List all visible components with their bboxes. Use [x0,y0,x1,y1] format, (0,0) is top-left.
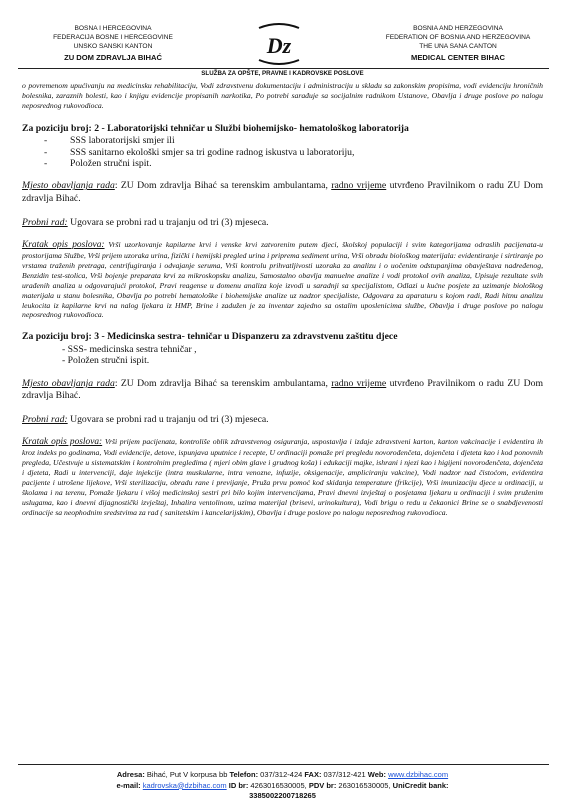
phone-label: Telefon: [229,770,259,779]
intro-paragraph: o povremenom upućivanju na medicinsku rehabilitaciju, Vodi zdravstvenu dokumentaciju i administraciju u skladu sa zakonskim propisima, vodi evidenciju hroničnih bolesnika, zaraznih bolesti, kao i knjigu evidencije propisanih narkotika, Po potrebi sarađuje sa socijalnim radnikom Ustanove, Obavlja i druge poslove po nalogu neposrednog rukovodioca. [22,81,543,110]
id-label: ID br: [226,780,249,790]
vat-label: PDV br: [308,780,337,790]
header-right-line: THE UNA SANA CANTON [419,43,497,50]
header-divider [18,68,549,69]
workplace-label: Mjesto obavljanja rada [22,377,115,389]
bank-label: UniCredit bank: [392,780,449,790]
position-3-trial [22,414,543,427]
requirement-item: - Položen stručni ispit. [62,355,150,367]
trial-label: Probni rad: [22,413,68,425]
email-label: e-mail: [116,780,141,790]
requirement-item: - SSS sanitarno ekološki smjer sa tri godine radnog iskustva u laboratoriju, [22,147,543,158]
workplace-text: : ZU Dom zdravlja Bihać sa terenskim ambulantama, [114,180,332,192]
institution-logo [255,22,303,66]
position-2-description [22,240,543,320]
description-text: Vrši uzorkovanje kapilarne krvi i venske krvi zatvorenim putem djeci, školskoj populaciji i svim kategorijama odraslih pacijenata-u prostorijama Službe, Vrši prijem uzoraka urina, fizički i hemijski pregled urina i priprema sediment urina, Vrši obradu biološkog materijala: evidentiranje i sirtiranje po vrstama traženih pretraga, centrifugiranja i odvajanje seruma, Vrši kontrolu prihvatljivosti uzoraka za analizu i o uočenim odstupanjima obavještava nadređenog, Benzidin test-stolica, Vrši bojenje preparata krvi za mikroskopsku analizu, Samostalno obavlja manuelne analize i vodi protokol ovih analiza, Upisuje rezultate svih urađenih analiza u odgovarajući protokol, Pravi reagense u domenu analiza koje izvodi u saradnji sa specijalistom, Odlazi u kućne posjete za uzimanje biološkog materijala u stanu bolesnika, Obavlja po potrebi hematološke i biohemijske analize uz nadzor specijaliste, Odgovara za aparaturu s kojom radi, Radi hitnu analizu leukocita iz kapilarne krvi na nalog ljekara iz HMP, Brine i zadužen je za inventar zajedno sa ostalim uposlenicima službe, Obavlja i druge poslove po nalogu neposrednog rukovodioca. [22,240,543,320]
phone-value: 037/312-424 [258,770,305,779]
footer-divider [18,764,549,765]
requirement-item: - SSS- medicinska sestra tehničar , [62,343,197,355]
header-right-line: FEDERATION OF BOSNIA AND HERZEGOVINA [385,34,531,41]
position-2-requirements [22,135,543,169]
description-label: Kratak opis poslova: [22,437,103,448]
position-2-heading: Za poziciju broj: 2 - Laboratorijski tehničar u Službi biohemijsko- hematološkog laboratorija [22,122,409,134]
header-left [18,24,208,62]
workplace-label: Mjesto obavljanja rada [22,180,115,192]
address-label: Adresa: [116,770,145,779]
position-3-requirements [22,344,543,367]
vat-value: 263016530005, [336,780,393,790]
header-right [363,24,553,62]
position-2-trial [22,217,543,230]
website-link[interactable]: www.dzbihac.com [388,770,449,779]
footer [0,770,565,802]
email-link[interactable]: kadrovska@dzbihac.com [142,780,227,790]
header-left-line: FEDERACIJA BOSNE I HERCEGOVINE [53,34,173,41]
workplace-text: : ZU Dom zdravlja Bihać sa terenskim ambulantama, [114,377,332,389]
footer-line-1 [0,770,565,781]
header-left-line: UNSKO SANSKI KANTON [73,43,153,50]
header-left-line: BOSNA I HERCEGOVINA [74,25,152,32]
department-title: SLUŽBA ZA OPŠTE, PRAVNE I KADROVSKE POSLOVE [201,70,364,77]
logo-monogram: Dz [266,33,292,58]
description-text: Vrši prijem pacijenata, kontroliše oblik zdravstvenog osiguranja, uspostavlja i izdaje zdravstveni karton, karton vakcinacije i evidentira ih kroz indeks po godinama, Vodi evidencije, detove, ispunjava uputnice i recepte, U ordinaciji pomaže pri pregledu novorođenčeta, dojenčeta i djeteta kao i kod ponovnih pregleda, Učestvuje u sistematskim i kontrolnim pregledima ( mjeri obim glave i grudnog koša) i edukaciji majke, ishrani i njezi kao i higijeni novorođenčeta, dojenčeta i djeteta, Radi u intervenciji, daje injekcije (intra muskularne, intra venozne, infuzije, oksigenacije, ampliciranju vakcine), Vodi nadzor nad čistoćom, evidentira pacijente i utrošene lijekove, Vrši sterilizaciju, obradu rane i previjanje, Pruža prvu pomoć kod skidanja temperature (frikcije), Vrši imunizaciju djece u ordinaciji, u školama i na terenu, Pomaže ljekaru i višoj medicinskoj sestri pri bilo kojim intervencijama, Pravi dnevni izvještaj o posjetama ljekaru u ordinaciji i svim pruženim uslugama, kao i dnevni dijagnostički izvještaj, Inhalira ventolinom, uzima materijal (brisevi, urinokultura), Vodi brigu o redu u čekaonici Brine se o snabdjevenosti ordinacije sa neophodnim sredstvima za rad ( sanitetskim i kancelarijskim), Obavlja i druge poslove po nalogu neposrednog rukovodioca. [22,437,543,517]
fax-value: 037/312-421 [321,770,368,779]
workplace-text-rest: utvrđeno Pravilnikom o radu ZU Dom zdravlja Bihać. [22,377,543,402]
position-3-heading: Za poziciju broj: 3 - Medicinska sestra- tehničar u Dispanzeru za zdravstvenu zaštitu djece [22,331,398,343]
trial-text: Ugovara se probni rad u trajanju od tri (3) mjeseca. [67,216,269,228]
position-3-workplace [22,378,543,403]
requirement-item: - Položen stručni ispit. [22,158,543,169]
footer-line-3: 3385002200718265 [249,791,316,800]
working-hours-label: radno vrijeme [331,180,387,192]
id-value: 4263016530005, [248,780,309,790]
description-label: Kratak opis poslova: [22,240,105,251]
trial-text: Ugovara se probni rad u trajanju od tri (3) mjeseca. [67,413,269,425]
document-body [22,81,543,518]
workplace-text-rest: utvrđeno Pravilnikom o radu ZU Dom zdravlja Bihać. [22,180,543,204]
requirement-item: - SSS laboratorijski smjer ili [22,135,543,146]
working-hours-label: radno vrijeme [331,377,387,389]
header-right-institution: MEDICAL CENTER BIHAC [411,53,505,62]
footer-line-2 [0,781,565,792]
position-2-workplace [22,180,543,205]
fax-label: FAX: [304,770,322,779]
web-label: Web: [367,770,386,779]
trial-label: Probni rad: [22,216,68,228]
position-3-description [22,437,543,517]
address-value: Bihać, Put V korpusa bb [144,770,230,779]
header-left-institution: ZU DOM ZDRAVLJA BIHAĆ [64,53,162,62]
header-right-line: BOSNIA AND HERZEGOVINA [413,25,503,32]
